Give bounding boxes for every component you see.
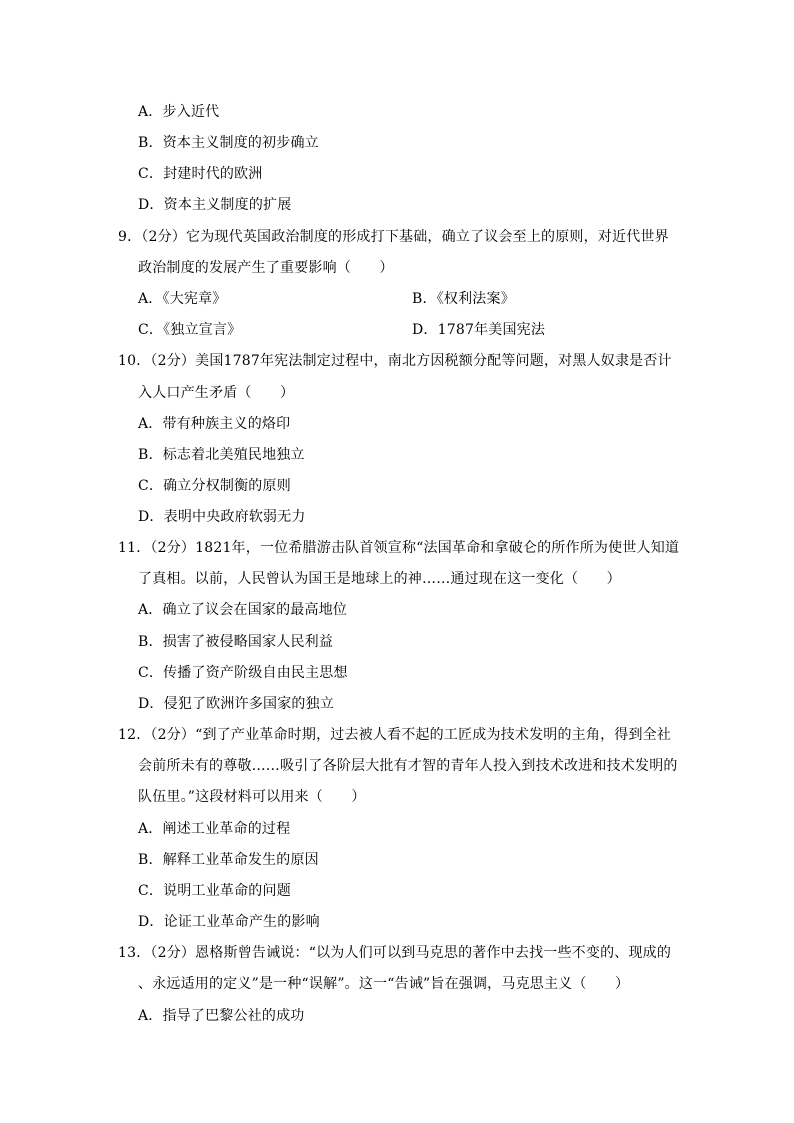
q9-option-a: A．《大宪章》 xyxy=(138,291,227,307)
q13-stem-line-1: 13．（2分）恩格斯曾告诫说：“以为人们可以到马克思的著作中去找一些不变的、现成的 xyxy=(118,945,672,961)
q13-stem-line-2: 、永远适用的定义”是一种“误解”。这一“告诫”旨在强调，马克思主义（ ） xyxy=(138,976,630,992)
q11-option-d: D．侵犯了欧洲许多国家的独立 xyxy=(138,696,335,712)
q9-option-d: D．1787年美国宪法 xyxy=(412,322,546,338)
q12-stem-line-2: 会前所未有的尊敬……吸引了各阶层大批有才智的青年人投入到技术改进和技术发明的 xyxy=(138,758,678,774)
q11-stem-line-2: 了真相。以前，人民曾认为国王是地球上的神……通过现在这一变化（ ） xyxy=(138,571,621,587)
q9-stem-line-1: 9．（2分）它为现代英国政治制度的形成打下基础，确立了议会至上的原则，对近代世界 xyxy=(118,229,669,245)
q9-stem-line-2: 政治制度的发展产生了重要影响（ ） xyxy=(138,260,394,276)
q12-stem-line-1: 12．（2分）“到了产业革命时期，过去被人看不起的工匠成为技术发明的主角，得到全社 xyxy=(118,727,672,743)
q10-option-b: B．标志着北美殖民地独立 xyxy=(138,447,305,463)
q10-option-a: A．带有种族主义的烙印 xyxy=(138,416,291,432)
q13-option-a: A．指导了巴黎公社的成功 xyxy=(138,1008,305,1024)
q12-option-a: A．阐述工业革命的过程 xyxy=(138,821,291,837)
q12-option-c: C．说明工业革命的问题 xyxy=(138,883,291,899)
q10-option-c: C．确立分权制衡的原则 xyxy=(138,478,291,494)
q10-option-d: D．表明中央政府软弱无力 xyxy=(138,509,306,525)
q9-option-b: B．《权利法案》 xyxy=(412,291,515,307)
q8-option-c: C．封建时代的欧洲 xyxy=(138,166,263,182)
q8-option-a: A．步入近代 xyxy=(138,104,220,120)
q11-option-b: B．损害了被侵略国家人民利益 xyxy=(138,634,334,650)
q9-option-c: C．《独立宣言》 xyxy=(138,322,242,338)
q8-option-b: B．资本主义制度的初步确立 xyxy=(138,135,319,151)
q12-stem-line-3: 队伍里。”这段材料可以用来（ ） xyxy=(138,789,366,805)
q11-option-c: C．传播了资产阶级自由民主思想 xyxy=(138,665,348,681)
q12-option-d: D．论证工业革命产生的影响 xyxy=(138,914,320,930)
q10-stem-line-2: 入人口产生矛盾（ ） xyxy=(138,385,295,401)
q11-option-a: A．确立了议会在国家的最高地位 xyxy=(138,602,348,618)
q11-stem-line-1: 11．（2分）1821年，一位希腊游击队首领宣称“法国革命和拿破仑的所作所为使世人知道 xyxy=(118,540,680,556)
q10-stem-line-1: 10．（2分）美国1787年宪法制定过程中，南北方因税额分配等问题，对黑人奴隶是否计 xyxy=(118,353,672,369)
q8-option-d: D．资本主义制度的扩展 xyxy=(138,197,292,213)
q12-option-b: B．解释工业革命发生的原因 xyxy=(138,852,319,868)
